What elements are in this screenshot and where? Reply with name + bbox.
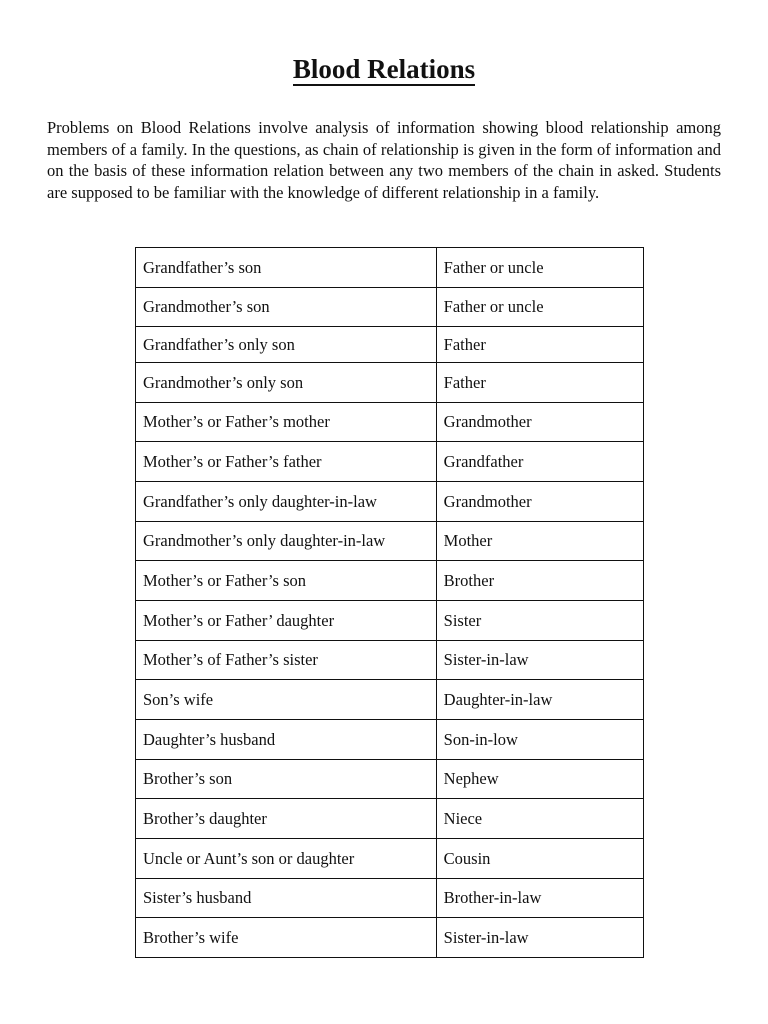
equivalent-cell: Father or uncle (436, 248, 643, 288)
table-row (136, 288, 644, 327)
relation-cell: Mother’s or Father’s mother (136, 403, 437, 442)
table-row (136, 641, 644, 680)
relation-cell: Brother’s daughter (136, 799, 437, 839)
relation-cell: Grandfather’s only daughter-in-law (136, 482, 437, 522)
table-row (136, 680, 644, 720)
table-row (136, 403, 644, 442)
page-title (0, 51, 768, 87)
relation-cell: Grandfather’s only son (136, 327, 437, 363)
relation-cell: Grandfather’s son (136, 248, 437, 288)
table-row (136, 522, 644, 561)
relation-cell: Sister’s husband (136, 879, 437, 918)
equivalent-cell: Grandmother (436, 403, 643, 442)
table-row (136, 879, 644, 918)
equivalent-cell: Grandfather (436, 442, 643, 482)
table-row (136, 248, 644, 288)
relation-cell: Grandmother’s only son (136, 363, 437, 403)
equivalent-cell: Cousin (436, 839, 643, 879)
equivalent-cell: Brother (436, 561, 643, 601)
equivalent-cell: Son-in-low (436, 720, 643, 760)
relation-cell: Mother’s of Father’s sister (136, 641, 437, 680)
table-row (136, 363, 644, 403)
equivalent-cell: Father or uncle (436, 288, 643, 327)
relation-cell: Grandmother’s son (136, 288, 437, 327)
relation-cell: Mother’s or Father’ daughter (136, 601, 437, 641)
table-row (136, 799, 644, 839)
equivalent-cell: Niece (436, 799, 643, 839)
equivalent-cell: Father (436, 363, 643, 403)
relation-cell: Daughter’s husband (136, 720, 437, 760)
equivalent-cell: Sister-in-law (436, 918, 643, 958)
relation-cell: Son’s wife (136, 680, 437, 720)
equivalent-cell: Brother-in-law (436, 879, 643, 918)
table-row (136, 720, 644, 760)
relation-cell: Brother’s wife (136, 918, 437, 958)
relations-table (135, 247, 644, 958)
equivalent-cell: Sister (436, 601, 643, 641)
table-row (136, 839, 644, 879)
relation-cell: Mother’s or Father’s son (136, 561, 437, 601)
table-row (136, 442, 644, 482)
relation-cell: Grandmother’s only daughter-in-law (136, 522, 437, 561)
equivalent-cell: Mother (436, 522, 643, 561)
table-row (136, 327, 644, 363)
table-row (136, 601, 644, 641)
equivalent-cell: Daughter-in-law (436, 680, 643, 720)
relation-cell: Brother’s son (136, 760, 437, 799)
table-row (136, 561, 644, 601)
table-row (136, 760, 644, 799)
equivalent-cell: Sister-in-law (436, 641, 643, 680)
relations-table-body (136, 248, 644, 958)
table-row (136, 482, 644, 522)
relation-cell: Mother’s or Father’s father (136, 442, 437, 482)
equivalent-cell: Nephew (436, 760, 643, 799)
equivalent-cell: Father (436, 327, 643, 363)
page-title-text: Blood Relations (292, 54, 476, 84)
relation-cell: Uncle or Aunt’s son or daughter (136, 839, 437, 879)
equivalent-cell: Grandmother (436, 482, 643, 522)
intro-paragraph: Problems on Blood Relations involve analysis of information showing blood relationship among members of a family. In the questions, as chain of relationship is given in the form of information and on the basis of these information relation between any two members of the chain in asked. Students are supposed to be familiar with the knowledge of different relationship in a family. (47, 118, 721, 202)
table-row (136, 918, 644, 958)
